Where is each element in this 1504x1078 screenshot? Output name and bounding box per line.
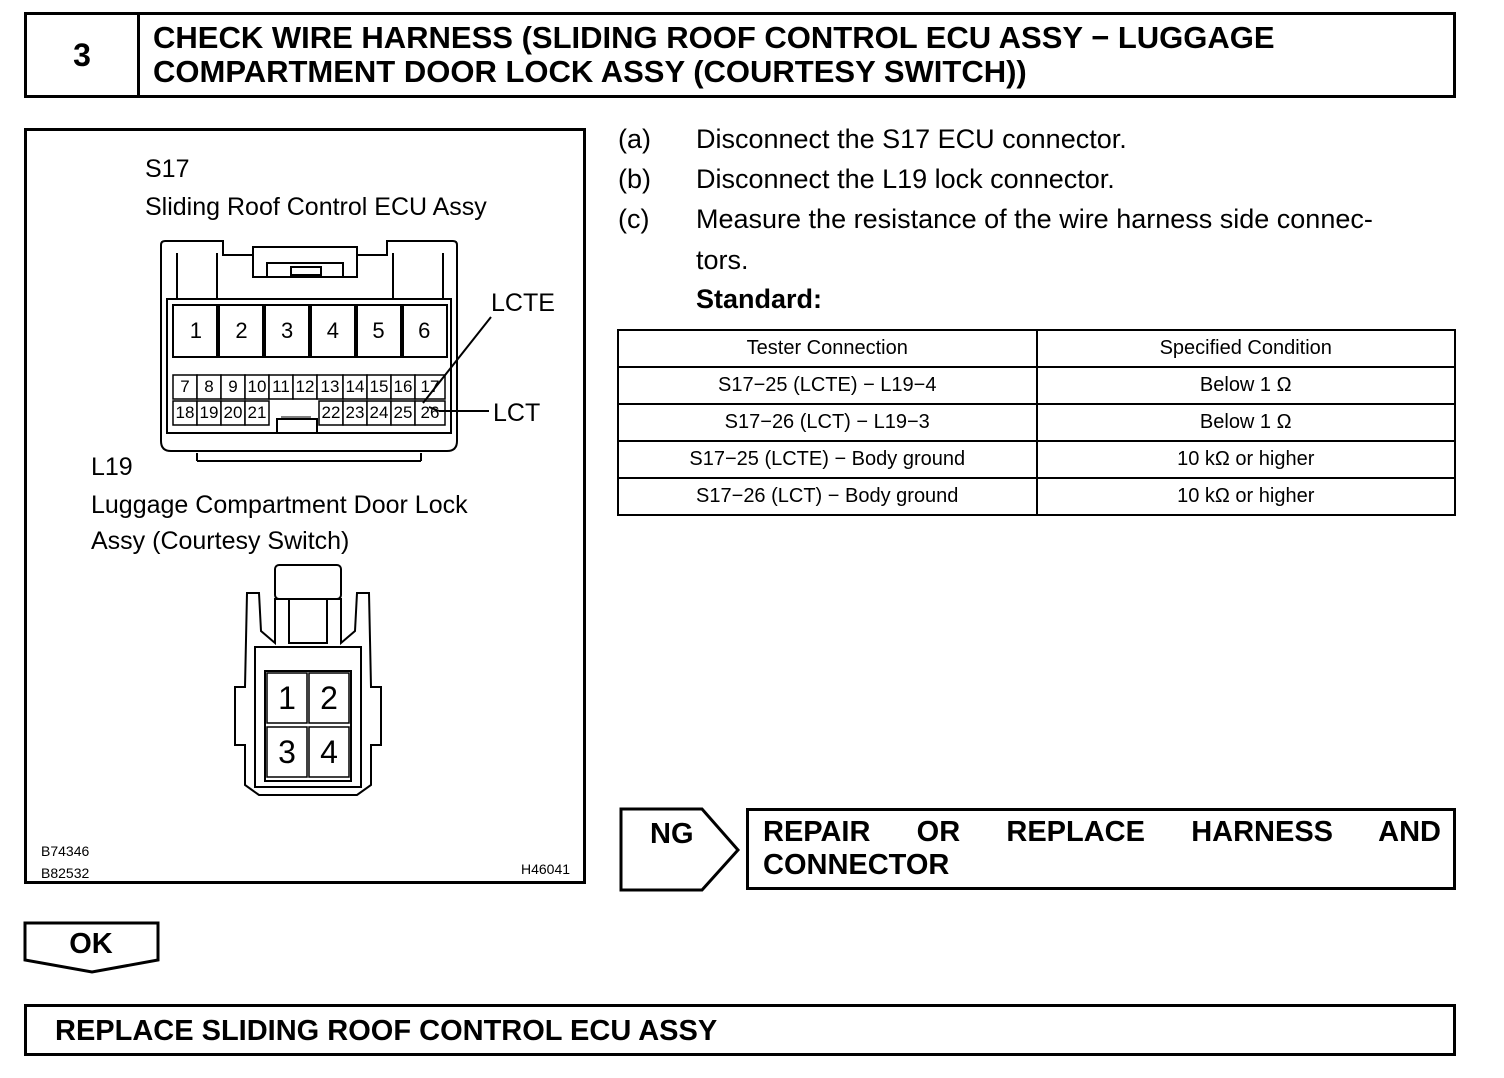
s17-pin: 7 (180, 377, 190, 396)
s17-pin: 2 (235, 318, 248, 343)
table-row (618, 367, 1455, 404)
specified-condition-cell: Below 1 Ω (1037, 404, 1456, 441)
connector-diagram-panel (24, 128, 586, 884)
column-header: Tester Connection (618, 330, 1037, 367)
lct-label: LCT (493, 399, 541, 427)
table-row (618, 441, 1455, 478)
step-number: 3 (27, 15, 140, 95)
instruction-c-letter: (c) (618, 204, 650, 234)
step-title-line2: COMPARTMENT DOOR LOCK ASSY (COURTESY SWITCH)) (153, 54, 1027, 89)
specified-condition-cell: 10 kΩ or higher (1037, 478, 1456, 515)
s17-pin: 5 (372, 318, 385, 343)
s17-pin: 8 (204, 377, 214, 396)
s17-pin: 1 (189, 318, 202, 343)
tester-connection-cell: S17−26 (LCT) − Body ground (618, 478, 1037, 515)
s17-pin: 25 (393, 403, 413, 422)
l19-pin: 3 (278, 734, 296, 770)
instruction-c-continuation: tors. (696, 245, 749, 275)
s17-pin: 22 (321, 403, 341, 422)
step-title-line1: CHECK WIRE HARNESS (SLIDING ROOF CONTROL ECU ASSY − LUGGAGE (153, 20, 1275, 55)
tester-connection-cell: S17−26 (LCT) − L19−3 (618, 404, 1037, 441)
ng-result-line2: CONNECTOR (763, 849, 950, 881)
s17-pin: 11 (272, 377, 290, 396)
ok-label: OK (69, 928, 113, 960)
final-action-text: REPLACE SLIDING ROOF CONTROL ECU ASSY (55, 1015, 718, 1047)
ng-result-line1: REPAIR OR REPLACE HARNESS AND (763, 816, 1441, 848)
step-header (24, 12, 1456, 98)
ref-code-1: B74346 (41, 843, 90, 859)
s17-pin: 19 (199, 403, 219, 422)
table-row (618, 404, 1455, 441)
specified-condition-cell: Below 1 Ω (1037, 367, 1456, 404)
s17-pin: 3 (281, 318, 294, 343)
specified-condition-cell: 10 kΩ or higher (1037, 441, 1456, 478)
s17-name: Sliding Roof Control ECU Assy (145, 193, 487, 221)
l19-name-line1: Luggage Compartment Door Lock (91, 491, 468, 519)
final-action-box (24, 1004, 1456, 1056)
instruction-a-text: Disconnect the S17 ECU connector. (696, 124, 1127, 154)
tester-connection-cell: S17−25 (LCTE) − Body ground (618, 441, 1037, 478)
s17-pin: 14 (345, 377, 365, 396)
table-row (618, 478, 1455, 515)
l19-code: L19 (91, 453, 133, 481)
specification-table (617, 329, 1456, 516)
instruction-a-letter: (a) (618, 124, 651, 154)
s17-pin: 15 (369, 377, 389, 396)
s17-pin: 10 (247, 377, 267, 396)
s17-pin: 16 (393, 377, 413, 396)
s17-pin: 26 (420, 403, 440, 422)
ng-label: NG (650, 818, 694, 850)
lcte-label: LCTE (491, 289, 555, 317)
s17-code: S17 (145, 155, 190, 183)
s17-pin: 13 (320, 377, 340, 396)
s17-pin: 6 (418, 318, 431, 343)
l19-name-line2: Assy (Courtesy Switch) (91, 527, 350, 555)
s17-pin: 23 (345, 403, 365, 422)
standard-label: Standard: (696, 284, 823, 314)
s17-pin: 21 (247, 403, 267, 422)
s17-pin: 9 (228, 377, 238, 396)
s17-pin: 12 (295, 377, 315, 396)
ng-result-box (746, 808, 1456, 890)
s17-pin: 20 (223, 403, 243, 422)
s17-pin: 4 (326, 318, 339, 343)
ref-code-2: B82532 (41, 865, 90, 881)
tester-connection-cell: S17−25 (LCTE) − L19−4 (618, 367, 1037, 404)
instruction-b-letter: (b) (618, 164, 651, 194)
s17-pin: 17 (420, 377, 440, 396)
l19-pin: 4 (320, 734, 338, 770)
column-header: Specified Condition (1037, 330, 1456, 367)
instruction-b-text: Disconnect the L19 lock connector. (696, 164, 1115, 194)
l19-pin: 2 (320, 680, 338, 716)
table-header-row (618, 330, 1455, 367)
step-title (153, 21, 1443, 89)
l19-pin: 1 (278, 680, 296, 716)
s17-pin: 24 (369, 403, 389, 422)
instruction-c-text: Measure the resistance of the wire harness side connec- (696, 204, 1373, 234)
s17-pin: 18 (175, 403, 195, 422)
ref-code-3: H46041 (521, 861, 571, 877)
